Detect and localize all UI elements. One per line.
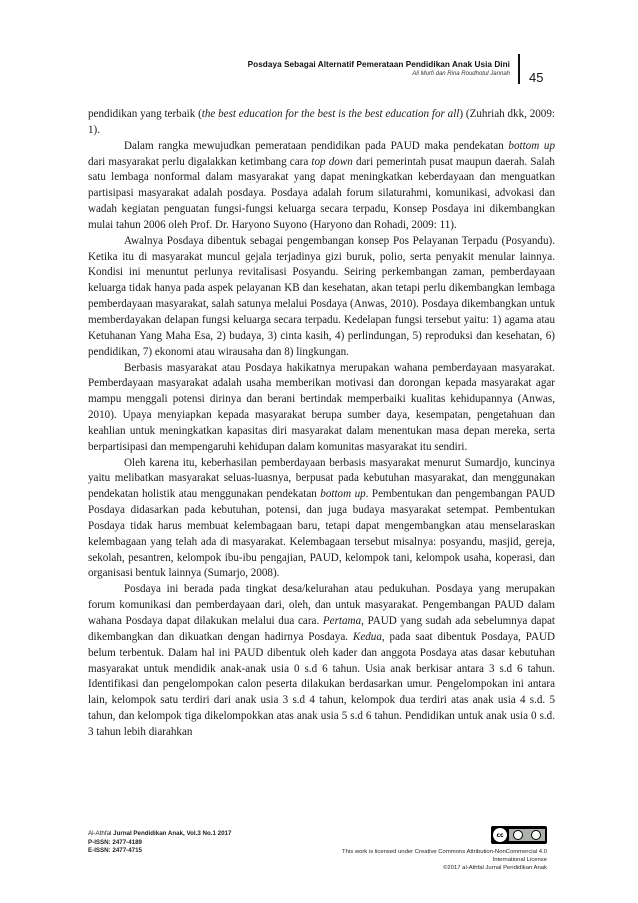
paragraph-text: Oleh karena itu, keberhasilan pemberdayaan berbasis masyarakat menurut Sumardjo, kuncinya yaitu melibatkan masyarakat seluas-luasnya, berpusat pada kebutuhan masyarakat, dan menggunakan pendekatan holistik atau menggunakan pendekatan	[88, 456, 555, 501]
by-icon	[513, 830, 523, 840]
cc-terms	[509, 829, 545, 841]
license-text	[296, 848, 547, 873]
nc-icon	[531, 830, 541, 840]
p-issn: P-ISSN: 2477-4189	[88, 838, 142, 846]
paragraph-text: Berbasis masyarakat atau Posdaya hakikatnya merupakan wahana pemberdayaan masyarakat. Pemberdayaan masyarakat adalah usaha memberikan motivasi dan dorongan kepada masyarakat agar mampu menggali potensi dirinya dan berani bertindak memperbaiki kualitas kehidupannya (Anwas, 2010). Upaya menyiapkan kepada masyarakat berupa sumber daya, kesempatan, pengetahuan dan keahlian untuk meningkatkan kapasitas diri masyarakat dalam menentukan masa depan mereka, serta berpartisipasi dan mempengaruhi kehidupan dalam komunitas masyarakat itu sendiri.	[88, 361, 555, 453]
header-divider	[518, 54, 520, 84]
article-body	[88, 107, 555, 741]
page-number: 45	[529, 70, 544, 85]
paragraph-text: ) (Zuhriah dkk, 2009: 1).	[88, 108, 555, 136]
paragraph-text: pada saat dibentuk Posdaya, PAUD belum terbentuk. Dalam hal ini PAUD dibentuk oleh kader dan anggota Posdaya atas dasar kebutuhan masyarakat untuk mendidik anak-anak usia 0 s.d 6 tahun. Usia anak berkisar antara 3 s.d 6 tahun. Identifikasi dan pengelompokan calon peserta dilakukan berdasarkan umur. Pengelompokan ini antara lain, kelompok satu terdiri dari anak usia 3 s.d 4 tahun, kelompok dua terdiri atas anak usia 4 s.d. 5 tahun, dan kelompok tiga dikelompokkan atas anak usia 5 s.d 6 tahun. Pendidikan untuk anak usia 0 s.d. 3 tahun lebih diarahkan	[88, 630, 555, 738]
cc-icon: cc	[493, 828, 507, 842]
italic-term: the best education for the best is the best education for all	[201, 108, 460, 120]
body-paragraph	[88, 456, 555, 583]
journal-line	[88, 830, 231, 839]
body-paragraph	[88, 361, 555, 456]
body-paragraph	[88, 139, 555, 234]
italic-term: bottom up	[508, 139, 555, 152]
journal-prefix: Al-Athfal	[88, 830, 112, 837]
italic-term: Kedua,	[352, 630, 385, 643]
e-issn: E-ISSN: 2477-4715	[88, 847, 142, 855]
italic-term: Pertama,	[322, 615, 364, 627]
paragraph-text: dari pemerintah pusat maupun daerah. Salah satu lembaga nonformal dalam masyarakat yang dapat meningkatkan keberdayaan dan menguatkan partisipasi masyarakat adalah posdaya. Posdaya adalah forum silaturahmi, komunikasi, advokasi dan wadah kegiatan penguatan fungsi-fungsi keluarga secara terpadu, Konsep Posdaya ini dikembangkan mulai tahun 2006 oleh Prof. Dr. Haryono Suyono (Haryono dan Rohadi, 2009: 11).	[88, 155, 555, 231]
paragraph-text: Posdaya ini berada pada tingkat desa/kelurahan atau pedukuhan. Posdaya yang merupakan forum komunikasi dan pemberdayaan dari, oleh, dan untuk masyarakat. Pengembangan PAUD dalam wahana Posdaya dapat dilakukan melalui dua cara.	[88, 583, 555, 627]
paragraph-text: Dalam rangka mewujudkan pemerataan pendidikan pada PAUD maka pendekatan	[124, 139, 509, 152]
cc-license-badge	[491, 826, 547, 844]
journal-info	[88, 830, 231, 856]
paragraph-text: PAUD yang sudah ada sebelumnya dapat dikembangkan dan dikuatkan dengan hadirnya Posdaya.	[88, 615, 555, 643]
journal-name: Jurnal Pendidikan Anak, Vol.3 No.1 2017	[113, 830, 232, 837]
italic-term: bottom up	[320, 488, 366, 501]
body-paragraph	[88, 107, 555, 139]
body-paragraph	[88, 234, 555, 361]
italic-term: top down	[311, 155, 353, 168]
body-paragraph	[88, 582, 555, 740]
license-line-1: This work is licensed under Creative Commons Attribution-NonCommercial 4.0	[342, 849, 547, 855]
paragraph-text: dari masyarakat perlu digalakkan ketimbang cara	[88, 155, 312, 168]
paragraph-text: . Pembentukan dan pengembangan PAUD Posdaya didasarkan pada kebutuhan, potensi, dan juga budaya masyarakat setempat. Pembentukan Posdaya tidak harus membuat kelembagaan baru, tetapi dapat mengembangkan atau menselaraskan kelembagaan yang telah ada di masyarakat. Kelembagaan tersebut misalnya: posyandu, masjid, gereja, sekolah, pesantren, kelompok ibu-ibu pengajian, PAUD, kelompok tani, kelompok usaha, koperasi, dan organisasi bentuk lainnya (Sumarjo, 2008).	[88, 488, 556, 580]
copyright: ©2017 al-Athfal Jurnal Pendidikan Anak	[443, 865, 547, 872]
header-authors: Ali Murfi dan Rina Roudhotul Jannah	[412, 71, 510, 77]
paragraph-text: pendidikan yang terbaik (	[88, 108, 202, 120]
paragraph-text: Awalnya Posdaya dibentuk sebagai pengembangan konsep Pos Pelayanan Terpadu (Posyandu). Ketika itu di masyarakat muncul gejala terjadinya gizi buruk, polio, serta penyakit menular lainnya. Kondisi ini menuntut perlunya revitalisasi Posyandu. Seiring perkembangan zaman, pemberdayaan keluarga tidak hanya pada aspek pelayanan KB dan kesehatan, akan tetapi perlu dikembangkan lembaga pemberdayaan masyarakat, salah satunya melalui Posdaya (Anwas, 2010). Posdaya dikembangkan untuk memberdayakan delapan fungsi keluarga secara terpadu. Kedelapan fungsi tersebut yaitu: 1) agama atau Ketuhanan Yang Maha Esa, 2) budaya, 3) cinta kasih, 4) perlindungan, 5) reproduksi dan kesehatan, 6) pendidikan, 7) ekonomi atau wirausaha dan 8) lingkungan.	[88, 234, 555, 358]
header-title: Posdaya Sebagai Alternatif Pemerataan Pendidikan Anak Usia Dini	[247, 60, 510, 69]
running-header	[200, 60, 510, 77]
license-line-2: International License	[492, 857, 547, 864]
